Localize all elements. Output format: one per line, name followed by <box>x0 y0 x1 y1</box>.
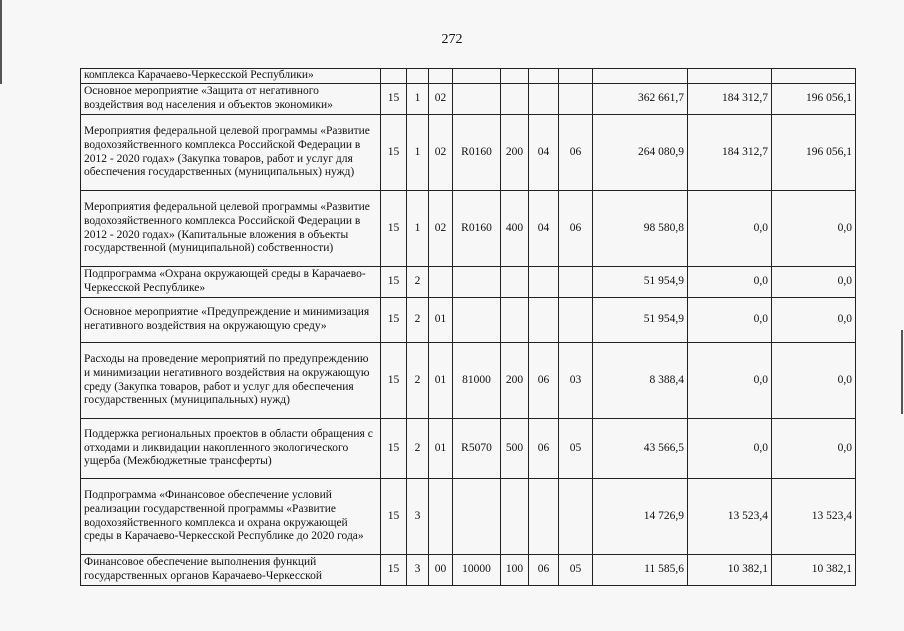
code-pp <box>407 69 429 84</box>
amount-year-3: 196 056,1 <box>772 84 856 115</box>
table-row <box>81 298 856 343</box>
code-rz <box>529 298 559 343</box>
code-pr: 05 <box>559 419 593 479</box>
code-pp: 2 <box>407 343 429 419</box>
code-rz: 04 <box>529 191 559 267</box>
code-pr: 06 <box>559 191 593 267</box>
row-name: Мероприятия федеральной целевой программы «Развитие водохозяйственного комплекса Российской Федерации в 2012 - 2020 годах» (Капитальные вложения в объекты государственной (муниципальной) собственности) <box>81 191 381 267</box>
code-gp: 15 <box>381 84 407 115</box>
code-pr <box>559 69 593 84</box>
amount-year-2: 184 312,7 <box>688 84 772 115</box>
amount-year-1: 14 726,9 <box>593 479 688 555</box>
amount-year-1: 11 585,6 <box>593 555 688 586</box>
code-vr <box>501 267 529 298</box>
code-pr <box>559 267 593 298</box>
code-pp: 3 <box>407 555 429 586</box>
row-name: Подпрограмма «Охрана окружающей среды в Карачаево-Черкесской Республике» <box>81 267 381 298</box>
code-om: 02 <box>429 84 453 115</box>
table-row <box>81 191 856 267</box>
code-target <box>453 267 501 298</box>
code-om <box>429 479 453 555</box>
table-row <box>81 479 856 555</box>
code-pr <box>559 298 593 343</box>
amount-year-1: 8 388,4 <box>593 343 688 419</box>
code-target <box>453 69 501 84</box>
code-vr: 200 <box>501 343 529 419</box>
code-vr: 500 <box>501 419 529 479</box>
code-pr: 05 <box>559 555 593 586</box>
amount-year-3: 0,0 <box>772 191 856 267</box>
code-target <box>453 298 501 343</box>
code-vr <box>501 298 529 343</box>
code-target: R5070 <box>453 419 501 479</box>
amount-year-3: 0,0 <box>772 267 856 298</box>
code-gp: 15 <box>381 479 407 555</box>
code-vr <box>501 69 529 84</box>
code-rz <box>529 267 559 298</box>
code-gp: 15 <box>381 191 407 267</box>
code-om: 02 <box>429 191 453 267</box>
code-pr <box>559 84 593 115</box>
code-target: R0160 <box>453 115 501 191</box>
amount-year-3: 0,0 <box>772 419 856 479</box>
code-gp: 15 <box>381 298 407 343</box>
code-rz: 06 <box>529 343 559 419</box>
code-gp: 15 <box>381 419 407 479</box>
code-gp: 15 <box>381 115 407 191</box>
amount-year-3: 0,0 <box>772 343 856 419</box>
table-row <box>81 419 856 479</box>
table-row <box>81 84 856 115</box>
code-om: 02 <box>429 115 453 191</box>
amount-year-2: 0,0 <box>688 267 772 298</box>
row-name: Подпрограмма «Финансовое обеспечение условий реализации государственной программы «Развитие водохозяйственного комплекса и охрана окружающей среды в Карачаево-Черкесской Республике до 2020 года» <box>81 479 381 555</box>
row-name: Основное мероприятие «Предупреждение и минимизация негативного воздействия на окружающую среду» <box>81 298 381 343</box>
page-number: 272 <box>441 32 463 47</box>
code-rz: 04 <box>529 115 559 191</box>
code-rz <box>529 69 559 84</box>
code-vr: 200 <box>501 115 529 191</box>
code-rz: 06 <box>529 419 559 479</box>
code-vr: 100 <box>501 555 529 586</box>
amount-year-3: 196 056,1 <box>772 115 856 191</box>
code-target <box>453 479 501 555</box>
amount-year-2: 13 523,4 <box>688 479 772 555</box>
amount-year-2: 0,0 <box>688 343 772 419</box>
code-pp: 1 <box>407 115 429 191</box>
row-name: Основное мероприятие «Защита от негативного воздействия вод населения и объектов экономики» <box>81 84 381 115</box>
code-pp: 2 <box>407 267 429 298</box>
amount-year-3: 10 382,1 <box>772 555 856 586</box>
budget-table <box>80 68 856 586</box>
amount-year-2: 0,0 <box>688 419 772 479</box>
code-target: R0160 <box>453 191 501 267</box>
table-body <box>81 69 856 586</box>
code-om: 01 <box>429 343 453 419</box>
code-om <box>429 69 453 84</box>
scan-edge-right <box>901 330 903 414</box>
code-pr <box>559 479 593 555</box>
code-target: 10000 <box>453 555 501 586</box>
amount-year-1: 43 566,5 <box>593 419 688 479</box>
code-pp: 2 <box>407 298 429 343</box>
amount-year-3: 0,0 <box>772 298 856 343</box>
amount-year-3: 13 523,4 <box>772 479 856 555</box>
code-pp: 1 <box>407 84 429 115</box>
code-gp: 15 <box>381 343 407 419</box>
code-rz <box>529 479 559 555</box>
amount-year-1: 98 580,8 <box>593 191 688 267</box>
amount-year-1 <box>593 69 688 84</box>
amount-year-3 <box>772 69 856 84</box>
code-gp <box>381 69 407 84</box>
table-row <box>81 555 856 586</box>
code-gp: 15 <box>381 267 407 298</box>
amount-year-2: 184 312,7 <box>688 115 772 191</box>
code-rz <box>529 84 559 115</box>
row-name: Расходы на проведение мероприятий по предупреждению и минимизации негативного воздействия на окружающую среду (Закупка товаров, работ и услуг для обеспечения государственных (муниципальных) нужд) <box>81 343 381 419</box>
table-row <box>81 115 856 191</box>
code-vr <box>501 479 529 555</box>
row-name: комплекса Карачаево-Черкесской Республики» <box>81 69 381 84</box>
amount-year-2: 10 382,1 <box>688 555 772 586</box>
amount-year-2: 0,0 <box>688 298 772 343</box>
code-om: 00 <box>429 555 453 586</box>
row-name: Поддержка региональных проектов в области обращения с отходами и ликвидации накопленного экологического ущерба (Межбюджетные трансферты) <box>81 419 381 479</box>
code-pp: 3 <box>407 479 429 555</box>
amount-year-1: 264 080,9 <box>593 115 688 191</box>
row-name: Мероприятия федеральной целевой программы «Развитие водохозяйственного комплекса Российской Федерации в 2012 - 2020 годах» (Закупка товаров, работ и услуг для обеспечения государственных (муниципальных) нужд) <box>81 115 381 191</box>
table-row <box>81 267 856 298</box>
code-pr: 03 <box>559 343 593 419</box>
table-row <box>81 69 856 84</box>
code-gp: 15 <box>381 555 407 586</box>
row-name: Финансовое обеспечение выполнения функций государственных органов Карачаево-Черкесской <box>81 555 381 586</box>
amount-year-2: 0,0 <box>688 191 772 267</box>
code-pr: 06 <box>559 115 593 191</box>
amount-year-1: 51 954,9 <box>593 267 688 298</box>
code-om <box>429 267 453 298</box>
code-rz: 06 <box>529 555 559 586</box>
code-om: 01 <box>429 298 453 343</box>
code-target: 81000 <box>453 343 501 419</box>
table-row <box>81 343 856 419</box>
code-target <box>453 84 501 115</box>
amount-year-2 <box>688 69 772 84</box>
amount-year-1: 362 661,7 <box>593 84 688 115</box>
amount-year-1: 51 954,9 <box>593 298 688 343</box>
code-pp: 2 <box>407 419 429 479</box>
code-vr: 400 <box>501 191 529 267</box>
code-vr <box>501 84 529 115</box>
code-pp: 1 <box>407 191 429 267</box>
code-om: 01 <box>429 419 453 479</box>
